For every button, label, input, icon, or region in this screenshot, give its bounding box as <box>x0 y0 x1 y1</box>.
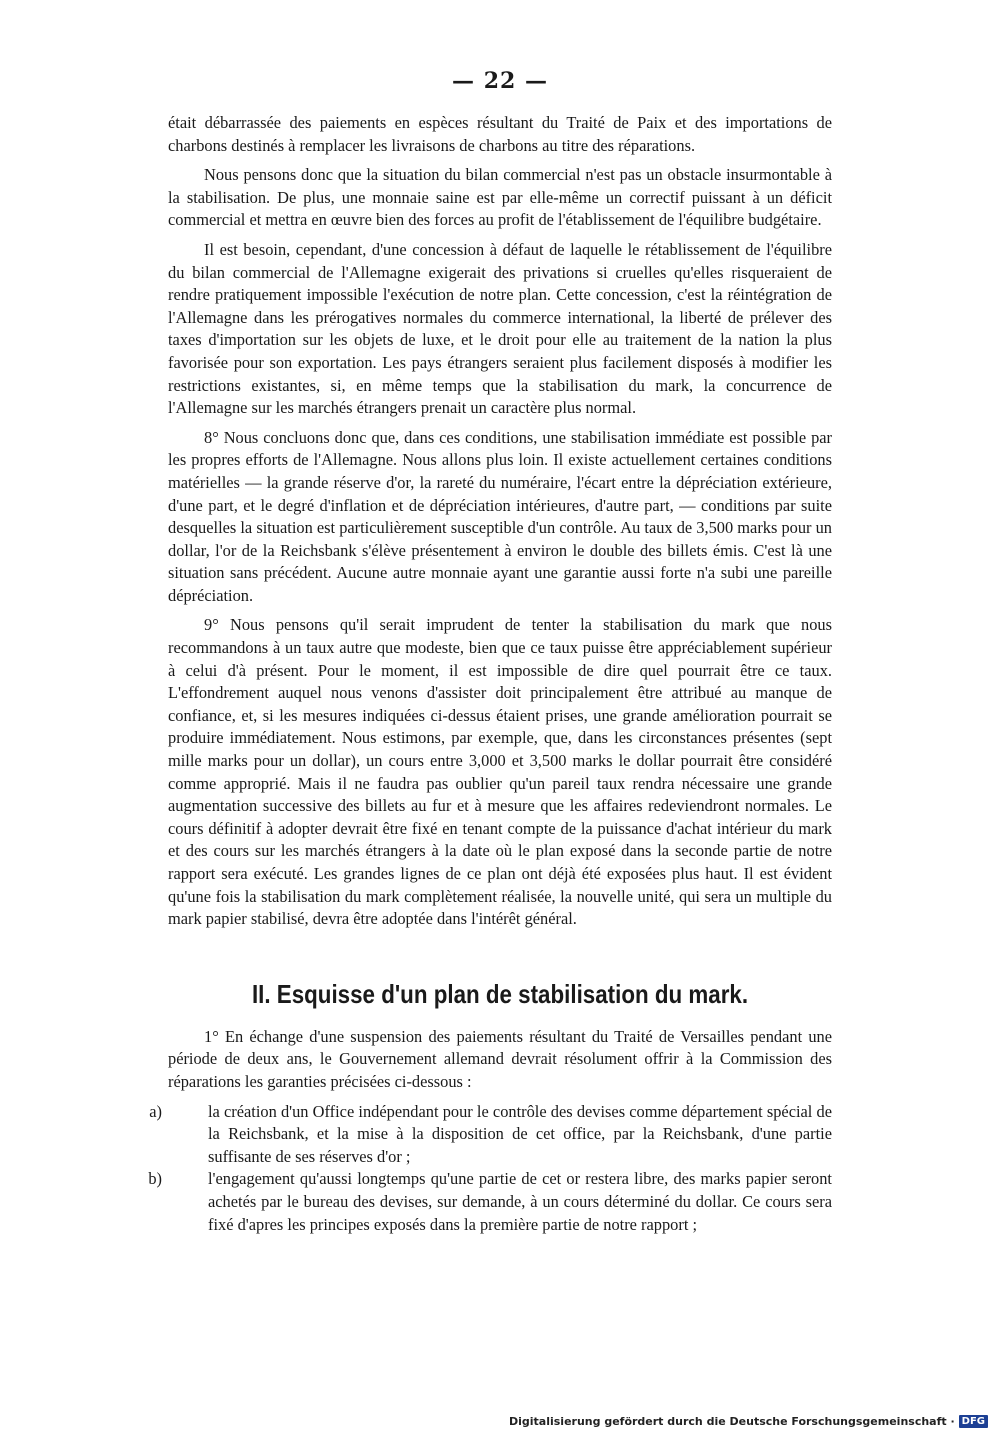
paragraph: Il est besoin, cependant, d'une concession à défaut de laquelle le rétablissement de l'équilibre du bilan commercial de l'Allemagne exigerait des privations si cruelles qu'elles risqueraient de rendre pratiquement impossible l'exécution de notre plan. Cette concession, c'est la réintégration de l'Allemagne dans les prérogatives normales du commerce international, la liberté de prélever des taxes d'importation sur les objets de luxe, et le droit pour elle au traitement de la nation la plus favorisée pour son exportation. Les pays étrangers seraient plus facilement disposés à modifier les restrictions existantes, si, en même temps que la stabilisation du mark, la concurrence de l'Allemagne sur les marchés étrangers prenait un caractère plus normal. <box>168 239 832 418</box>
footer-text: Digitalisierung gefördert durch die Deutsche Forschungsgemeinschaft · <box>508 1415 955 1428</box>
list-item-text: la création d'un Office indépendant pour le contrôle des devises comme département spécial de la Reichsbank, et la mise à la disposition de cet office, par la Reichsbank, d'une partie suffisante de ses réserves d'or ; <box>208 1101 832 1166</box>
list-marker: b) <box>148 1169 162 1189</box>
paragraph: 8° Nous concluons donc que, dans ces conditions, une stabilisation immédiate est possible par les propres efforts de l'Allemagne. Nous allons plus loin. Il existe actuellement certaines conditions matérielles — la grande réserve d'or, la rareté du numéraire, l'écart entre la dépréciation extérieure, d'une part, et le degré d'inflation et de dépréciation intérieures, d'autre part, — conditions par suite desquelles la situation est particulièrement susceptible d'un contrôle. Au taux de 3,500 marks pour un dollar, l'or de la Reichsbank s'élève présentement à environ le double des billets émis. C'est là une situation sans précédent. Aucune autre monnaie ayant une garantie aussi forte n'a subi une pareille dépréciation. <box>168 427 832 605</box>
paragraph: 9° Nous pensons qu'il serait imprudent de tenter la stabilisation du mark que nous recommandons à un taux autre que modeste, bien que ce taux puisse être appréciablement supérieur à celui d'à présent. Pour le moment, il est impossible de dire quel pourrait être ce taux. L'effondrement auquel nous venons d'assister doit principalement être attribué au manque de confiance, et, si les mesures indiquées ci-dessus étaient prises, une grande amélioration pourrait se produire immédiatement. Nous estimons, par exemple, que, dans les circonstances présentes (sept mille marks pour un dollar), un cours entre 3,000 et 3,500 marks le dollar pourrait être considéré comme approprié. Mais il ne faudra pas oublier qu'un pareil taux rendra nécessaire une grande augmentation successive des billets au fur et à mesure que les affaires redeviendront normales. Le cours définitif à adopter devrait être fixé en tenant compte de la puissance d'achat intérieur du mark et des cours sur les marchés étrangers à la date où le plan exposé dans la seconde partie de notre rapport sera exécuté. Les grandes lignes de ce plan ont déjà été exposées plus haut. Il est évident qu'une fois la stabilisation du mark complètement réalisée, la nouvelle unité, qui sera un multiple du mark papier stabilisé, devra être adoptée dans l'intérêt général. <box>168 615 832 929</box>
page-number: — 22 — <box>452 68 548 94</box>
section-intro: 1° En échange d'une suspension des paiements résultant du Traité de Versailles pendant une période de deux ans, le Gouvernement allemand devrait résolument offrir à la Commission des réparations les garanties précisées ci-dessous : <box>168 1026 832 1091</box>
document-body <box>148 112 832 1236</box>
list-item <box>149 1101 832 1169</box>
paragraph: Nous pensons donc que la situation du bilan commercial n'est pas un obstacle insurmontable à la stabilisation. De plus, une monnaie saine est par elle-même un correctif puissant à un déficit commercial et mettra en œuvre bien des forces au profit de l'établissement de l'équilibre budgétaire. <box>168 165 832 230</box>
list-item <box>148 1168 832 1236</box>
paragraph: était débarrassée des paiements en espèces résultant du Traité de Paix et des importations de charbons destinés à remplacer les livraisons de charbons au titre des réparations. <box>168 113 832 155</box>
digitization-footer <box>509 1415 988 1428</box>
section-heading: II. Esquisse d'un plan de stabilisation du mark. <box>251 978 749 1009</box>
list-item-text: l'engagement qu'aussi longtemps qu'une partie de cet or restera libre, des marks papier seront achetés par le bureau des devises, sur demande, à un cours déterminé du dollar. Ce cours sera fixé d'apres les principes exposés dans la première partie de notre rapport ; <box>208 1169 832 1234</box>
dfg-logo-icon: DFG <box>959 1415 988 1428</box>
list-marker: a) <box>149 1101 162 1121</box>
